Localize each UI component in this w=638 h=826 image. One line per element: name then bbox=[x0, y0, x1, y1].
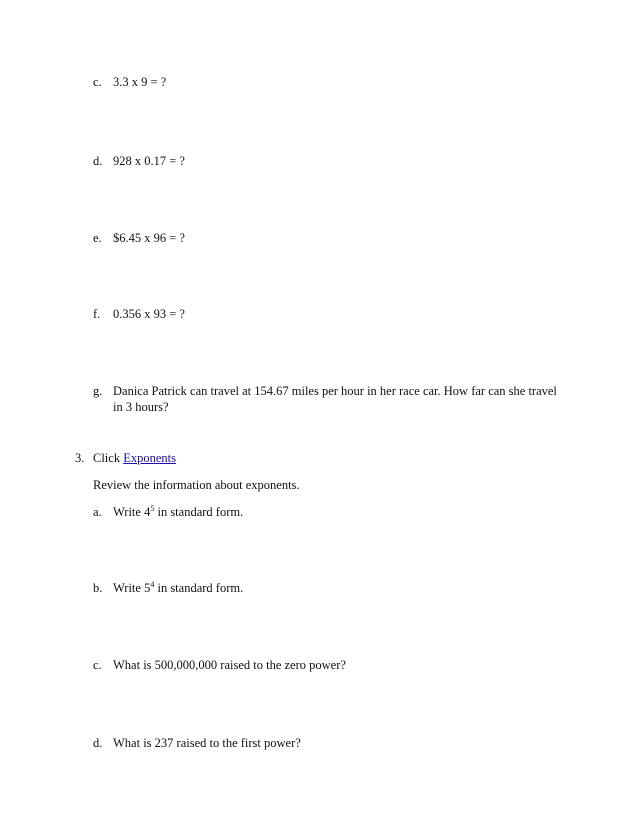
problem-letter: c. bbox=[93, 75, 102, 89]
problem-g bbox=[93, 383, 583, 415]
problem-text-line2: in 3 hours? bbox=[113, 400, 169, 414]
problem-c bbox=[93, 74, 573, 90]
problem-letter: e. bbox=[93, 231, 102, 245]
item-text: What is 237 raised to the first power? bbox=[113, 736, 301, 750]
problem-letter: g. bbox=[93, 384, 103, 398]
problem-letter: f. bbox=[93, 307, 101, 321]
problem-text: 0.356 x 93 = ? bbox=[113, 307, 185, 321]
item-letter: b. bbox=[93, 581, 103, 595]
item-text bbox=[113, 504, 573, 520]
item-suffix: in standard form. bbox=[154, 505, 244, 519]
problem-letter: d. bbox=[93, 154, 103, 168]
section-instruction bbox=[93, 450, 176, 466]
item-letter: c. bbox=[93, 658, 102, 672]
review-instruction: Review the information about exponents. bbox=[93, 478, 300, 492]
exponent-superscript: 5 bbox=[150, 503, 155, 513]
problem-text-line1: Danica Patrick can travel at 154.67 miles per hour in her race car. How far can she travel bbox=[113, 384, 557, 398]
item-suffix: in standard form. bbox=[154, 581, 244, 595]
exponent-item-b bbox=[93, 580, 573, 596]
problem-f bbox=[93, 306, 573, 322]
exponents-link[interactable]: Exponents bbox=[123, 451, 176, 465]
exponent-superscript: 4 bbox=[150, 579, 155, 589]
item-letter: d. bbox=[93, 736, 103, 750]
item-prefix: Write 5 bbox=[113, 581, 151, 595]
problem-text: $6.45 x 96 = ? bbox=[113, 231, 185, 245]
item-text bbox=[113, 580, 573, 596]
exponent-item-d bbox=[93, 735, 573, 751]
item-letter: a. bbox=[93, 505, 102, 519]
problem-d bbox=[93, 153, 573, 169]
section-number: 3. bbox=[75, 451, 85, 465]
problem-text: 3.3 x 9 = ? bbox=[113, 75, 167, 89]
section-3-header bbox=[75, 450, 176, 466]
problem-e bbox=[93, 230, 573, 246]
exponent-item-a bbox=[93, 504, 573, 520]
click-prefix: Click bbox=[93, 451, 124, 465]
exponent-item-c bbox=[93, 657, 573, 673]
item-text: What is 500,000,000 raised to the zero power? bbox=[113, 658, 346, 672]
item-prefix: Write 4 bbox=[113, 505, 151, 519]
problem-text: 928 x 0.17 = ? bbox=[113, 154, 185, 168]
